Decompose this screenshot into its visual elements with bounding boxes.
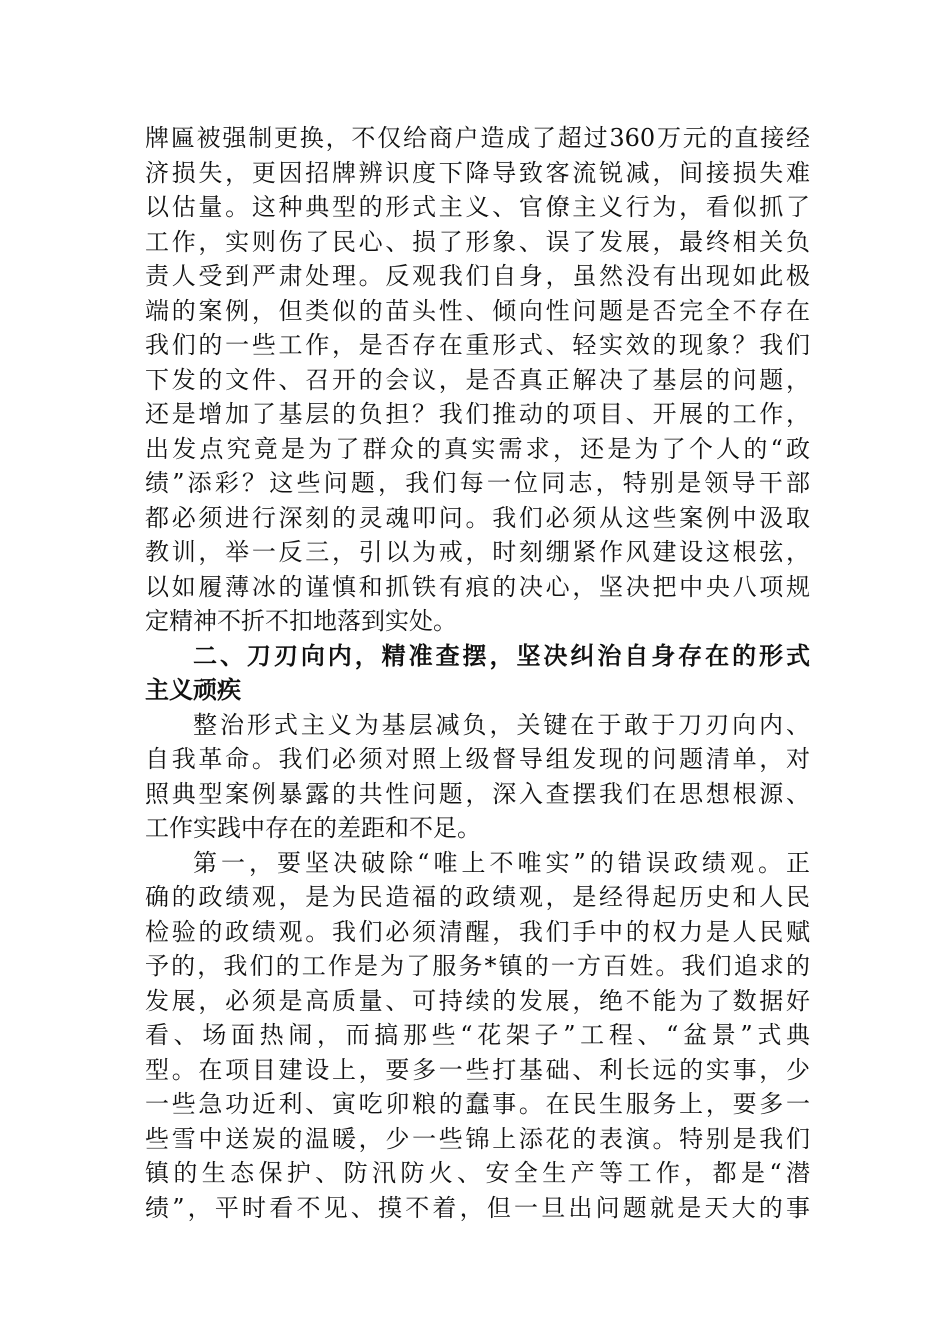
text-line: 些雪中送炭的温暖，少一些锦上添花的表演。特别是我们 <box>145 1124 810 1153</box>
text-line: 予的，我们的工作是为了服务*镇的一方百姓。我们追求的 <box>145 952 810 980</box>
heading-line: 主义顽疾 <box>145 676 241 704</box>
text-line: 检验的政绩观。我们必须清醒，我们手中的权力是人民赋 <box>145 917 810 946</box>
text-line: 照典型案例暴露的共性问题，深入查摆我们在思想根源、 <box>145 779 810 808</box>
text-line: 整治形式主义为基层减负，关键在于敢于刀刃向内、 <box>193 710 810 739</box>
heading-line: 二、刀刃向内，精准查摆，坚决纠治自身存在的形式 <box>193 641 810 670</box>
text-line: 确的政绩观，是为民造福的政绩观，是经得起历史和人民 <box>145 883 810 911</box>
text-line: 型。在项目建设上，要多一些打基础、利长远的实事，少 <box>145 1055 810 1084</box>
text-line: 工作实践中存在的差距和不足。 <box>145 814 481 842</box>
document-body <box>145 121 810 1225</box>
text-line: 以估量。这种典型的形式主义、官僚主义行为，看似抓了 <box>145 193 810 221</box>
paragraph-1 <box>145 121 810 639</box>
text-line: 济损失，更因招牌辨识度下降导致客流锐减，间接损失难 <box>145 158 810 187</box>
text-line: 都必须进行深刻的灵魂叩问。我们必须从这些案例中汲取 <box>145 503 810 532</box>
paragraph-2 <box>145 708 810 846</box>
text-line: 发展，必须是高质量、可持续的发展，绝不能为了数据好 <box>145 986 810 1015</box>
text-line: 定精神不折不扣地落到实处。 <box>145 607 457 635</box>
text-line: 还是增加了基层的负担？我们推动的项目、开展的工作， <box>145 400 810 428</box>
text-line: 绩”，平时看不见、摸不着，但一旦出问题就是天大的事 <box>145 1193 810 1222</box>
text-line: 端的案例，但类似的苗头性、倾向性问题是否完全不存在 <box>145 296 810 325</box>
text-line: 看、场面热闹，而搞那些“花架子”工程、“盆景”式典 <box>145 1021 810 1049</box>
text-line: 教训，举一反三，引以为戒，时刻绷紧作风建设这根弦， <box>145 538 810 566</box>
text-line: 自我革命。我们必须对照上级督导组发现的问题清单，对 <box>145 745 810 773</box>
text-line: 工作，实则伤了民心、损了形象、误了发展，最终相关负 <box>145 227 810 256</box>
text-line: 牌匾被强制更换，不仅给商户造成了超过360万元的直接经 <box>145 124 810 152</box>
text-line: 第一，要坚决破除“唯上不唯实”的错误政绩观。正 <box>193 848 810 877</box>
text-line: 镇的生态保护、防汛防火、安全生产等工作，都是“潜 <box>145 1159 810 1187</box>
text-line: 出发点究竟是为了群众的真实需求，还是为了个人的“政 <box>145 434 810 463</box>
text-line: 绩”添彩？这些问题，我们每一位同志，特别是领导干部 <box>145 469 810 497</box>
section-heading <box>145 639 810 708</box>
paragraph-3 <box>145 846 810 1226</box>
text-line: 下发的文件、召开的会议，是否真正解决了基层的问题， <box>145 365 810 394</box>
text-line: 责人受到严肃处理。反观我们自身，虽然没有出现如此极 <box>145 262 810 290</box>
text-line: 我们的一些工作，是否存在重形式、轻实效的现象？我们 <box>145 331 810 359</box>
text-line: 以如履薄冰的谨慎和抓铁有痕的决心，坚决把中央八项规 <box>145 572 810 601</box>
text-line: 一些急功近利、寅吃卯粮的蠢事。在民生服务上，要多一 <box>145 1090 810 1118</box>
